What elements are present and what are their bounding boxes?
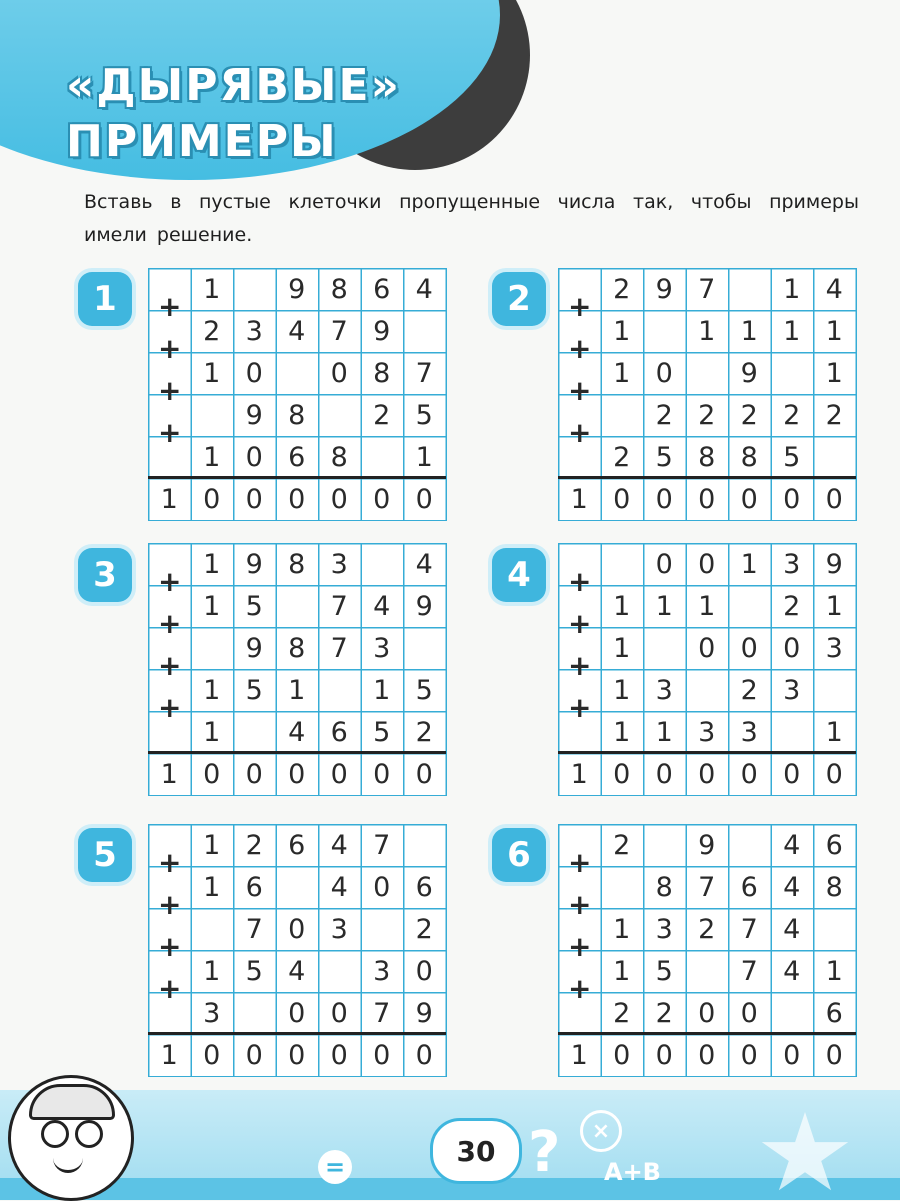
puzzle-number-badge: 3: [78, 548, 132, 602]
empty-digit-cell[interactable]: [813, 908, 856, 950]
digit-cell: 7: [373, 829, 391, 861]
plus-sign: +: [568, 888, 592, 921]
digit-cell: 7: [740, 955, 758, 987]
digit-cell: 1: [740, 548, 758, 580]
digit-cell: 5: [245, 674, 263, 706]
digit-cell: 7: [415, 357, 433, 389]
empty-digit-cell[interactable]: [318, 394, 361, 436]
sum-digit-cell: 0: [655, 758, 673, 790]
sum-digit-cell: 0: [203, 758, 221, 790]
digit-cell: 1: [203, 548, 221, 580]
empty-digit-cell[interactable]: [813, 669, 856, 711]
empty-digit-cell[interactable]: [233, 992, 276, 1034]
sum-digit-cell: 1: [160, 758, 178, 790]
empty-digit-cell[interactable]: [728, 824, 771, 866]
digit-cell: 6: [288, 441, 306, 473]
sum-digit-cell: 0: [373, 1039, 391, 1071]
digit-cell: 1: [613, 674, 631, 706]
digit-cell: 2: [373, 399, 391, 431]
digit-cell: 1: [203, 829, 221, 861]
sum-digit-cell: 0: [245, 758, 263, 790]
empty-digit-cell[interactable]: [403, 310, 446, 352]
digit-cell: 1: [613, 632, 631, 664]
puzzle-grid: [558, 268, 857, 521]
digit-cell: 1: [613, 913, 631, 945]
title-line-1: «ДЫРЯВЫЕ»: [66, 60, 401, 111]
page-title: [66, 58, 401, 170]
empty-digit-cell[interactable]: [686, 950, 729, 992]
digit-cell: 1: [698, 590, 716, 622]
digit-cell: 1: [203, 441, 221, 473]
empty-digit-cell[interactable]: [771, 711, 814, 753]
empty-digit-cell[interactable]: [403, 824, 446, 866]
sum-digit-cell: 0: [740, 1039, 758, 1071]
digit-cell: 3: [655, 674, 673, 706]
title-line-2: ПРИМЕРЫ: [66, 116, 338, 167]
digit-cell: 0: [655, 548, 673, 580]
empty-digit-cell[interactable]: [361, 436, 404, 478]
digit-cell: 3: [203, 997, 221, 1029]
digit-cell: 0: [288, 997, 306, 1029]
puzzle-number-badge: 4: [492, 548, 546, 602]
sum-digit-cell: 0: [415, 483, 433, 515]
digit-cell: 1: [783, 273, 801, 305]
digit-cell: 1: [203, 674, 221, 706]
formula-label: A+B: [604, 1158, 661, 1186]
puzzle-grid: [148, 543, 447, 796]
sum-digit-cell: 0: [613, 483, 631, 515]
digit-cell: 6: [740, 871, 758, 903]
sum-digit-cell: 0: [825, 483, 843, 515]
digit-cell: 1: [203, 871, 221, 903]
digit-cell: 3: [783, 674, 801, 706]
empty-digit-cell[interactable]: [276, 352, 319, 394]
digit-cell: 0: [655, 357, 673, 389]
empty-digit-cell[interactable]: [643, 824, 686, 866]
plus-sign: +: [568, 691, 592, 724]
digit-cell: 3: [698, 716, 716, 748]
digit-cell: 5: [415, 674, 433, 706]
digit-cell: 0: [330, 357, 348, 389]
digit-cell: 6: [288, 829, 306, 861]
digit-cell: 0: [698, 548, 716, 580]
empty-digit-cell[interactable]: [728, 268, 771, 310]
digit-cell: 9: [415, 590, 433, 622]
digit-cell: 1: [613, 716, 631, 748]
sum-digit-cell: 0: [203, 483, 221, 515]
sum-digit-cell: 0: [288, 758, 306, 790]
digit-cell: 7: [330, 590, 348, 622]
plus-sign: +: [568, 416, 592, 449]
digit-cell: 0: [330, 997, 348, 1029]
empty-digit-cell[interactable]: [403, 627, 446, 669]
digit-cell: 8: [825, 871, 843, 903]
digit-cell: 4: [330, 829, 348, 861]
digit-cell: 5: [415, 399, 433, 431]
digit-cell: 1: [415, 441, 433, 473]
digit-cell: 7: [330, 632, 348, 664]
digit-cell: 8: [288, 399, 306, 431]
digit-cell: 8: [288, 632, 306, 664]
digit-cell: 2: [740, 399, 758, 431]
digit-cell: 2: [613, 997, 631, 1029]
plus-sign: +: [568, 374, 592, 407]
digit-cell: 1: [203, 357, 221, 389]
digit-cell: 2: [613, 829, 631, 861]
digit-cell: 0: [783, 632, 801, 664]
digit-cell: 4: [288, 315, 306, 347]
digit-cell: 8: [698, 441, 716, 473]
sum-digit-cell: 0: [698, 758, 716, 790]
page-number: 30: [430, 1118, 522, 1184]
digit-cell: 8: [740, 441, 758, 473]
digit-cell: 1: [825, 590, 843, 622]
digit-cell: 9: [245, 632, 263, 664]
digit-cell: 4: [783, 829, 801, 861]
sum-digit-cell: 0: [783, 483, 801, 515]
digit-cell: 2: [783, 399, 801, 431]
empty-digit-cell[interactable]: [318, 950, 361, 992]
empty-digit-cell[interactable]: [233, 711, 276, 753]
question-icon: ?: [528, 1120, 561, 1185]
digit-cell: 1: [783, 315, 801, 347]
digit-cell: 1: [373, 674, 391, 706]
digit-cell: 7: [698, 871, 716, 903]
sum-digit-cell: 1: [570, 483, 588, 515]
plus-sign: +: [158, 649, 182, 682]
digit-cell: 0: [245, 441, 263, 473]
plus-sign: +: [158, 691, 182, 724]
digit-cell: 0: [740, 632, 758, 664]
digit-cell: 6: [825, 829, 843, 861]
digit-cell: 9: [245, 399, 263, 431]
puzzle-number-badge: 1: [78, 272, 132, 326]
equals-icon: =: [318, 1150, 352, 1184]
digit-cell: 9: [655, 273, 673, 305]
empty-digit-cell[interactable]: [601, 866, 644, 908]
digit-cell: 1: [825, 315, 843, 347]
digit-cell: 2: [655, 399, 673, 431]
digit-cell: 4: [415, 273, 433, 305]
empty-digit-cell[interactable]: [771, 352, 814, 394]
sum-digit-cell: 0: [245, 483, 263, 515]
plus-sign: +: [568, 846, 592, 879]
empty-digit-cell[interactable]: [276, 866, 319, 908]
plus-sign: +: [158, 332, 182, 365]
sum-digit-cell: 0: [740, 483, 758, 515]
digit-cell: 2: [415, 716, 433, 748]
digit-cell: 2: [245, 829, 263, 861]
sum-digit-cell: 0: [288, 1039, 306, 1071]
empty-digit-cell[interactable]: [771, 992, 814, 1034]
sum-digit-cell: 0: [373, 758, 391, 790]
digit-cell: 2: [825, 399, 843, 431]
digit-cell: 2: [783, 590, 801, 622]
empty-digit-cell[interactable]: [686, 352, 729, 394]
digit-cell: 2: [613, 273, 631, 305]
task-instruction: Вставь в пустые клеточки пропущенные числа так, чтобы примеры имели решение.: [84, 191, 859, 246]
sum-digit-cell: 0: [783, 758, 801, 790]
sum-digit-cell: 0: [415, 758, 433, 790]
digit-cell: 1: [613, 315, 631, 347]
sum-digit-cell: 0: [825, 1039, 843, 1071]
digit-cell: 9: [740, 357, 758, 389]
sum-digit-cell: 1: [160, 1039, 178, 1071]
digit-cell: 1: [825, 955, 843, 987]
sum-digit-cell: 0: [655, 483, 673, 515]
plus-sign: +: [568, 290, 592, 323]
sum-digit-cell: 0: [330, 1039, 348, 1071]
digit-cell: 5: [245, 590, 263, 622]
digit-cell: 4: [373, 590, 391, 622]
empty-digit-cell[interactable]: [276, 585, 319, 627]
digit-cell: 6: [330, 716, 348, 748]
digit-cell: 9: [288, 273, 306, 305]
empty-digit-cell[interactable]: [643, 627, 686, 669]
puzzle-number-badge: 5: [78, 828, 132, 882]
digit-cell: 4: [783, 913, 801, 945]
digit-cell: 2: [613, 441, 631, 473]
sum-digit-cell: 0: [203, 1039, 221, 1071]
digit-cell: 4: [825, 273, 843, 305]
digit-cell: 2: [203, 315, 221, 347]
digit-cell: 3: [825, 632, 843, 664]
digit-cell: 0: [373, 871, 391, 903]
sum-digit-cell: 1: [570, 1039, 588, 1071]
digit-cell: 3: [373, 632, 391, 664]
digit-cell: 2: [740, 674, 758, 706]
empty-digit-cell[interactable]: [601, 394, 644, 436]
digit-cell: 4: [783, 871, 801, 903]
plus-sign: +: [568, 332, 592, 365]
digit-cell: 9: [415, 997, 433, 1029]
empty-digit-cell[interactable]: [191, 908, 234, 950]
digit-cell: 4: [415, 548, 433, 580]
digit-cell: 5: [655, 441, 673, 473]
digit-cell: 1: [655, 590, 673, 622]
digit-cell: 9: [698, 829, 716, 861]
digit-cell: 4: [783, 955, 801, 987]
sum-digit-cell: 0: [655, 1039, 673, 1071]
sum-digit-cell: 0: [613, 758, 631, 790]
digit-cell: 7: [698, 273, 716, 305]
digit-cell: 3: [740, 716, 758, 748]
digit-cell: 3: [783, 548, 801, 580]
digit-cell: 3: [655, 913, 673, 945]
digit-cell: 8: [288, 548, 306, 580]
digit-cell: 7: [740, 913, 758, 945]
digit-cell: 5: [245, 955, 263, 987]
digit-cell: 7: [330, 315, 348, 347]
digit-cell: 8: [330, 441, 348, 473]
plus-sign: +: [158, 846, 182, 879]
digit-cell: 6: [415, 871, 433, 903]
digit-cell: 0: [698, 997, 716, 1029]
mascot-hat: [29, 1084, 115, 1120]
digit-cell: 5: [373, 716, 391, 748]
digit-cell: 0: [698, 632, 716, 664]
sum-digit-cell: 0: [245, 1039, 263, 1071]
sum-digit-cell: 0: [783, 1039, 801, 1071]
plus-sign: +: [568, 972, 592, 1005]
empty-digit-cell[interactable]: [191, 394, 234, 436]
empty-digit-cell[interactable]: [233, 268, 276, 310]
digit-cell: 1: [613, 955, 631, 987]
digit-cell: 1: [203, 716, 221, 748]
sum-digit-cell: 0: [415, 1039, 433, 1071]
digit-cell: 6: [245, 871, 263, 903]
digit-cell: 5: [655, 955, 673, 987]
mascot-eye-right: [75, 1120, 103, 1148]
plus-sign: +: [158, 930, 182, 963]
plus-sign: +: [158, 374, 182, 407]
digit-cell: 5: [783, 441, 801, 473]
plus-sign: +: [158, 290, 182, 323]
digit-cell: 1: [203, 955, 221, 987]
digit-cell: 1: [203, 590, 221, 622]
digit-cell: 1: [203, 273, 221, 305]
times-icon: ×: [580, 1110, 622, 1152]
mascot-mouth: [53, 1156, 83, 1173]
plus-sign: +: [568, 930, 592, 963]
digit-cell: 7: [245, 913, 263, 945]
digit-cell: 9: [245, 548, 263, 580]
sum-digit-cell: 0: [330, 483, 348, 515]
sum-digit-cell: 0: [330, 758, 348, 790]
empty-digit-cell[interactable]: [361, 543, 404, 585]
digit-cell: 1: [655, 716, 673, 748]
digit-cell: 9: [825, 548, 843, 580]
digit-cell: 2: [698, 913, 716, 945]
puzzle-number-badge: 6: [492, 828, 546, 882]
digit-cell: 1: [613, 590, 631, 622]
digit-cell: 8: [655, 871, 673, 903]
empty-digit-cell[interactable]: [813, 436, 856, 478]
empty-digit-cell[interactable]: [318, 669, 361, 711]
empty-digit-cell[interactable]: [601, 543, 644, 585]
sum-digit-cell: 0: [373, 483, 391, 515]
sum-digit-cell: 0: [698, 483, 716, 515]
digit-cell: 2: [698, 399, 716, 431]
digit-cell: 6: [373, 273, 391, 305]
sum-digit-cell: 1: [570, 758, 588, 790]
digit-cell: 8: [373, 357, 391, 389]
digit-cell: 8: [330, 273, 348, 305]
digit-cell: 3: [245, 315, 263, 347]
puzzle-grid: [148, 268, 447, 521]
digit-cell: 3: [373, 955, 391, 987]
digit-cell: 1: [740, 315, 758, 347]
plus-sign: +: [568, 607, 592, 640]
empty-digit-cell[interactable]: [728, 585, 771, 627]
puzzle-number-badge: 2: [492, 272, 546, 326]
digit-cell: 4: [288, 716, 306, 748]
digit-cell: 2: [655, 997, 673, 1029]
digit-cell: 0: [415, 955, 433, 987]
digit-cell: 1: [288, 674, 306, 706]
digit-cell: 1: [825, 357, 843, 389]
digit-cell: 1: [825, 716, 843, 748]
digit-cell: 1: [698, 315, 716, 347]
sum-digit-cell: 0: [613, 1039, 631, 1071]
plus-sign: +: [568, 565, 592, 598]
empty-digit-cell[interactable]: [191, 627, 234, 669]
digit-cell: 7: [373, 997, 391, 1029]
digit-cell: 0: [740, 997, 758, 1029]
digit-cell: 0: [245, 357, 263, 389]
digit-cell: 4: [288, 955, 306, 987]
mascot-avatar: [8, 1075, 134, 1201]
plus-sign: +: [158, 888, 182, 921]
empty-digit-cell[interactable]: [643, 310, 686, 352]
digit-cell: 2: [415, 913, 433, 945]
digit-cell: 3: [330, 548, 348, 580]
plus-sign: +: [158, 416, 182, 449]
puzzle-grid: [558, 543, 857, 796]
plus-sign: +: [158, 972, 182, 1005]
digit-cell: 4: [330, 871, 348, 903]
plus-sign: +: [158, 607, 182, 640]
puzzle-grid: [558, 824, 857, 1077]
plus-sign: +: [568, 649, 592, 682]
sum-digit-cell: 0: [825, 758, 843, 790]
plus-sign: +: [158, 565, 182, 598]
digit-cell: 0: [288, 913, 306, 945]
digit-cell: 3: [330, 913, 348, 945]
digit-cell: 6: [825, 997, 843, 1029]
digit-cell: 1: [613, 357, 631, 389]
empty-digit-cell[interactable]: [686, 669, 729, 711]
mascot-eye-left: [41, 1120, 69, 1148]
sum-digit-cell: 1: [160, 483, 178, 515]
digit-cell: 9: [373, 315, 391, 347]
empty-digit-cell[interactable]: [361, 908, 404, 950]
sum-digit-cell: 0: [698, 1039, 716, 1071]
sum-digit-cell: 0: [740, 758, 758, 790]
puzzle-grid: [148, 824, 447, 1077]
sum-digit-cell: 0: [288, 483, 306, 515]
